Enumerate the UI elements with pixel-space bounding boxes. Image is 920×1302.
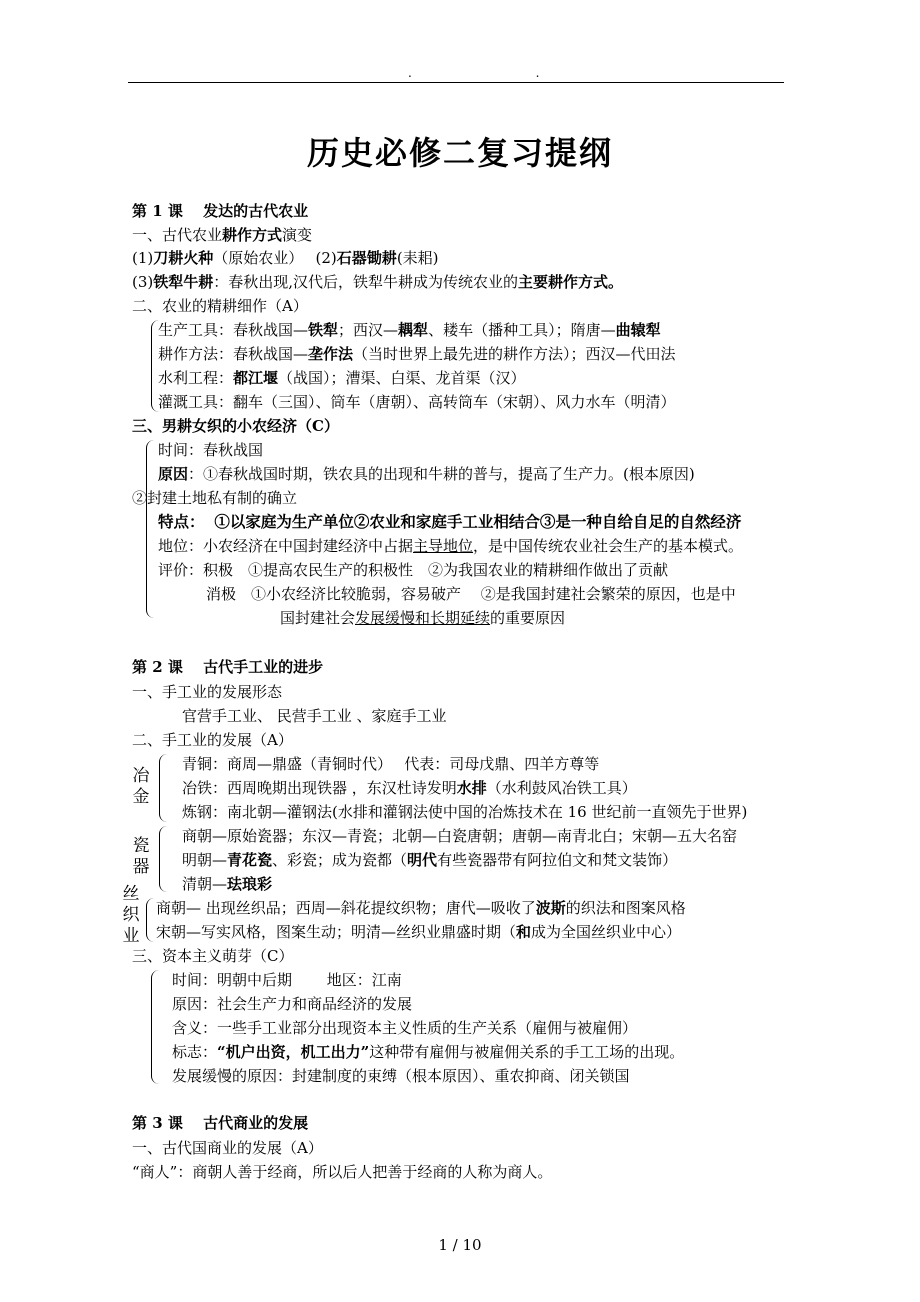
- l2-cap-time: 时间：明朝中后期 地区：江南: [172, 971, 402, 989]
- lesson1-heading: 第 1 课 发达的古代农业: [132, 202, 309, 220]
- l2-porcelain3: 清朝—珐琅彩: [182, 875, 273, 893]
- l2-section3: 三、资本主义萌芽（C）: [132, 947, 294, 965]
- brace-small-farming: [146, 440, 155, 618]
- l1-time: 时间：春秋战国: [158, 441, 264, 459]
- brace-porcelain: [159, 826, 168, 892]
- l1-eval1: 评价：积极 ①提高农民生产的积极性 ②为我国农业的精耕细作做出了贡献: [158, 561, 669, 579]
- l1-status: 地位：小农经济在中国封建经济中占据主导地位，是中国传统农业社会生产的基本模式。: [158, 537, 744, 555]
- header-rule: [128, 82, 784, 83]
- l1-reason2: ②封建土地私有制的确立: [132, 489, 298, 507]
- brace-metallurgy: [159, 754, 168, 822]
- l2-porcelain1: 商朝—原始瓷器；东汉—青瓷；北朝—白瓷唐朝；唐朝—南青北白；宋朝—五大名窑: [182, 827, 738, 845]
- label-silk: 丝 织 业: [122, 884, 140, 946]
- l1-methods-line2: (3)铁犁牛耕：春秋出现,汉代后，铁犁牛耕成为传统农业的主要耕作方式。: [132, 273, 624, 291]
- l1-eval3: 国封建社会发展缓慢和长期延续的重要原因: [280, 609, 566, 627]
- l2-cap-sign: 标志：“机户出资，机工出力”这种带有雇佣与被雇佣关系的手工工场的出现。: [172, 1043, 685, 1061]
- l2-section2: 二、手工业的发展（A）: [132, 731, 293, 749]
- l2-silk1: 商朝— 出现丝织品；西周—斜花提纹织物；唐代—吸收了波斯的织法和图案风格: [156, 899, 686, 917]
- l2-section1: 一、手工业的发展形态: [132, 683, 283, 701]
- l1-section1: 一、古代农业耕作方式演变: [132, 226, 313, 244]
- l1-tools: 生产工具：春秋战国—铁犁；西汉—耦犁、耧车（播种工具）；隋唐—曲辕犁: [158, 321, 661, 339]
- l1-section2: 二、农业的精耕细作（A）: [132, 297, 308, 315]
- l1-water: 水利工程：都江堰（战国）；漕渠、白渠、龙首渠（汉）: [158, 369, 526, 387]
- l2-cap-meaning: 含义：一些手工业部分出现资本主义性质的生产关系（雇佣与被雇佣）: [172, 1019, 638, 1037]
- page-title: 历史必修二复习提纲: [306, 134, 613, 172]
- l1-eval2: 消极 ①小农经济比较脆弱，容易破产 ②是我国封建社会繁荣的原因，也是中: [206, 585, 736, 603]
- header-dots: . .: [408, 66, 600, 80]
- l1-irrigation: 灌溉工具：翻车（三国）、筒车（唐朝）、高转筒车（宋朝）、风力水车（明清）: [158, 393, 676, 411]
- l2-cap-slow: 发展缓慢的原因：封建制度的束缚（根本原因）、重农抑商、闭关锁国: [172, 1067, 630, 1085]
- l1-section3: 三、男耕女织的小农经济（C）: [132, 417, 339, 435]
- l2-silk2: 宋朝—写实风格，图案生动；明清—丝织业鼎盛时期（和成为全国丝织业中心）: [156, 923, 682, 941]
- l2-forms: 官营手工业、 民营手工业 、家庭手工业: [182, 707, 447, 725]
- l2-steel: 炼钢：南北朝—灌钢法(水排和灌钢法使中国的冶炼技术在 16 世纪前一直领先于世界): [182, 803, 748, 821]
- l1-reason: 原因：①春秋战国时期，铁农具的出现和牛耕的普与，提高了生产力。(根本原因): [158, 465, 695, 483]
- l2-iron: 冶铁：西周晚期出现铁器 ，东汉杜诗发明水排（水利鼓风冶铁工具）: [182, 779, 637, 797]
- label-porcelain: 瓷 器: [132, 836, 150, 877]
- l3-merchant: “商人”：商朝人善于经商，所以后人把善于经商的人称为商人。: [132, 1163, 553, 1181]
- lesson3-heading: 第 3 课 古代商业的发展: [132, 1114, 309, 1132]
- l1-feature: 特点： ①以家庭为生产单位②农业和家庭手工业相结合③是一种自给自足的自然经济: [158, 512, 742, 531]
- lesson2-heading: 第 2 课 古代手工业的进步: [132, 658, 324, 676]
- l3-section1: 一、古代国商业的发展（A）: [132, 1139, 323, 1157]
- l1-methods-line1: (1)刀耕火种（原始农业） (2)石器锄耕(耒耜): [132, 249, 439, 267]
- page-number: 1 / 10: [438, 1236, 482, 1254]
- l2-cap-reason: 原因：社会生产力和商品经济的发展: [172, 995, 413, 1013]
- brace-silk: [146, 898, 155, 942]
- l2-porcelain2: 明朝—青花瓷、彩瓷；成为瓷都（明代有些瓷器带有阿拉伯文和梵文装饰）: [182, 851, 678, 869]
- label-metallurgy: 冶 金: [132, 766, 150, 807]
- l1-method: 耕作方法：春秋战国—垄作法（当时世界上最先进的耕作方法）；西汉—代田法: [158, 345, 676, 363]
- l2-bronze: 青铜：商周—鼎盛（青铜时代） 代表：司母戊鼎、四羊方尊等: [182, 755, 600, 773]
- brace-capitalism: [151, 970, 160, 1084]
